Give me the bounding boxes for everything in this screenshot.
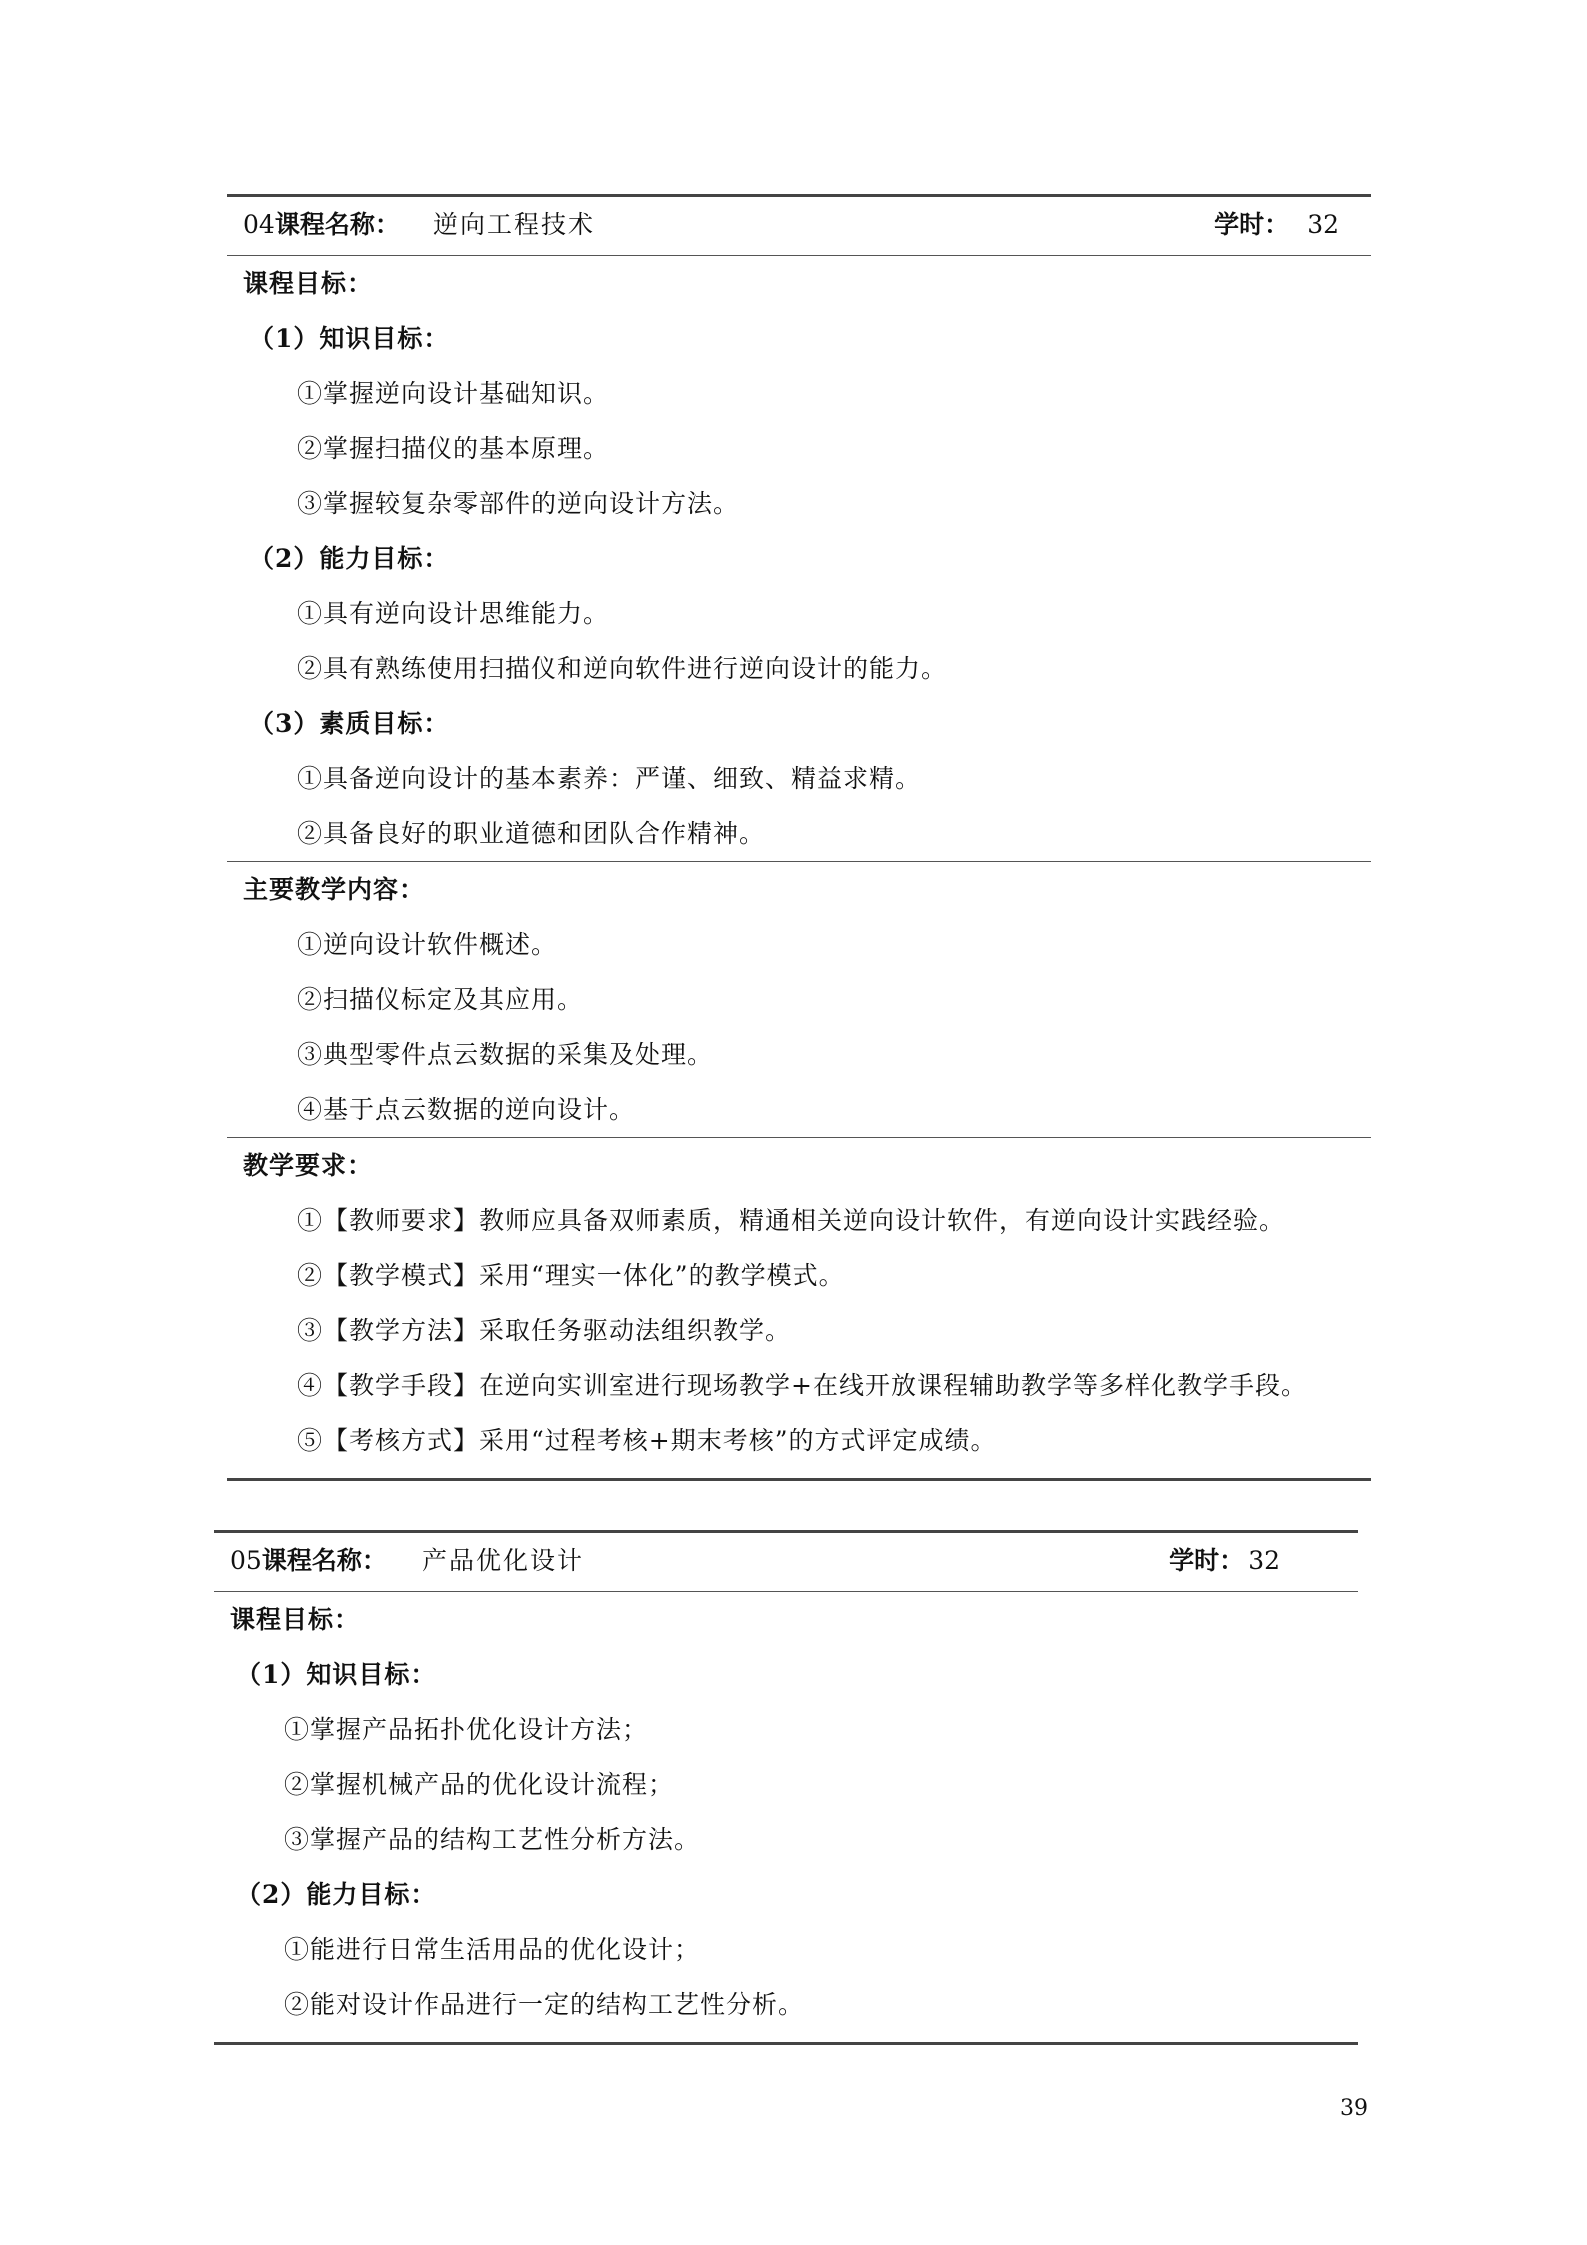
course-number: 05 [230, 1546, 262, 1575]
hours-value: 32 [1248, 1546, 1280, 1575]
list-item: ④【教学手段】在逆向实训室进行现场教学+在线开放课程辅助教学等多样化教学手段。 [297, 1371, 1307, 1400]
course-number: 04 [243, 210, 275, 239]
list-item: ①具备逆向设计的基本素养：严谨、细致、精益求精。 [297, 764, 922, 793]
list-item: ②掌握扫描仪的基本原理。 [297, 434, 610, 463]
list-item: ①能进行日常生活用品的优化设计； [284, 1935, 701, 1964]
course-hours [1169, 1541, 1280, 1577]
list-item: ②具备良好的职业道德和团队合作精神。 [297, 819, 766, 848]
list-item: ①掌握逆向设计基础知识。 [297, 379, 610, 408]
hours-label: 学时： [1214, 210, 1290, 239]
table-bottom-rule [227, 1478, 1371, 1481]
section-title-goals: 课程目标： [230, 1605, 361, 1634]
course-name-label-text: 课程名称： [261, 1546, 387, 1575]
list-item: ④基于点云数据的逆向设计。 [297, 1095, 636, 1124]
hours-label: 学时： [1169, 1546, 1245, 1575]
list-item: ③掌握产品的结构工艺性分析方法。 [284, 1825, 701, 1854]
list-item: ①逆向设计软件概述。 [297, 930, 558, 959]
course-title-row [227, 197, 1371, 255]
list-item: ③典型零件点云数据的采集及处理。 [297, 1040, 714, 1069]
table-bottom-rule [214, 2042, 1358, 2045]
course-name-label [243, 205, 400, 241]
course-name-label-text: 课程名称： [274, 210, 400, 239]
list-item: ①具有逆向设计思维能力。 [297, 599, 610, 628]
list-item: ①掌握产品拓扑优化设计方法； [284, 1715, 649, 1744]
list-item: ②【教学模式】采用“理实一体化”的教学模式。 [297, 1261, 845, 1290]
list-item: ②掌握机械产品的优化设计流程； [284, 1770, 675, 1799]
subsection-ability: （2）能力目标： [249, 544, 450, 573]
section-title-requirements: 教学要求： [243, 1151, 374, 1180]
hours-value: 32 [1307, 210, 1339, 239]
list-item: ②具有熟练使用扫描仪和逆向软件进行逆向设计的能力。 [297, 654, 948, 683]
list-item: ③掌握较复杂零部件的逆向设计方法。 [297, 489, 740, 518]
course-title-row [214, 1533, 1358, 1591]
list-item: ⑤【考核方式】采用“过程考核+期末考核”的方式评定成绩。 [297, 1426, 997, 1455]
page-number: 39 [1340, 2096, 1368, 2121]
section-title-content: 主要教学内容： [243, 875, 426, 904]
course-name: 逆向工程技术 [433, 210, 596, 239]
course-hours [1214, 205, 1339, 241]
course-name: 产品优化设计 [422, 1546, 585, 1575]
course-block-05 [214, 1530, 1358, 2045]
section-title-goals: 课程目标： [243, 269, 374, 298]
subsection-ability: （2）能力目标： [236, 1880, 437, 1909]
subsection-knowledge: （1）知识目标： [236, 1660, 437, 1689]
list-item: ②能对设计作品进行一定的结构工艺性分析。 [284, 1990, 805, 2019]
list-item: ①【教师要求】教师应具备双师素质，精通相关逆向设计软件，有逆向设计实践经验。 [297, 1206, 1286, 1235]
course-block-04 [227, 194, 1371, 1481]
course-name-label [230, 1541, 387, 1577]
subsection-quality: （3）素质目标： [249, 709, 450, 738]
list-item: ③【教学方法】采取任务驱动法组织教学。 [297, 1316, 792, 1345]
list-item: ②扫描仪标定及其应用。 [297, 985, 584, 1014]
subsection-knowledge: （1）知识目标： [249, 324, 450, 353]
